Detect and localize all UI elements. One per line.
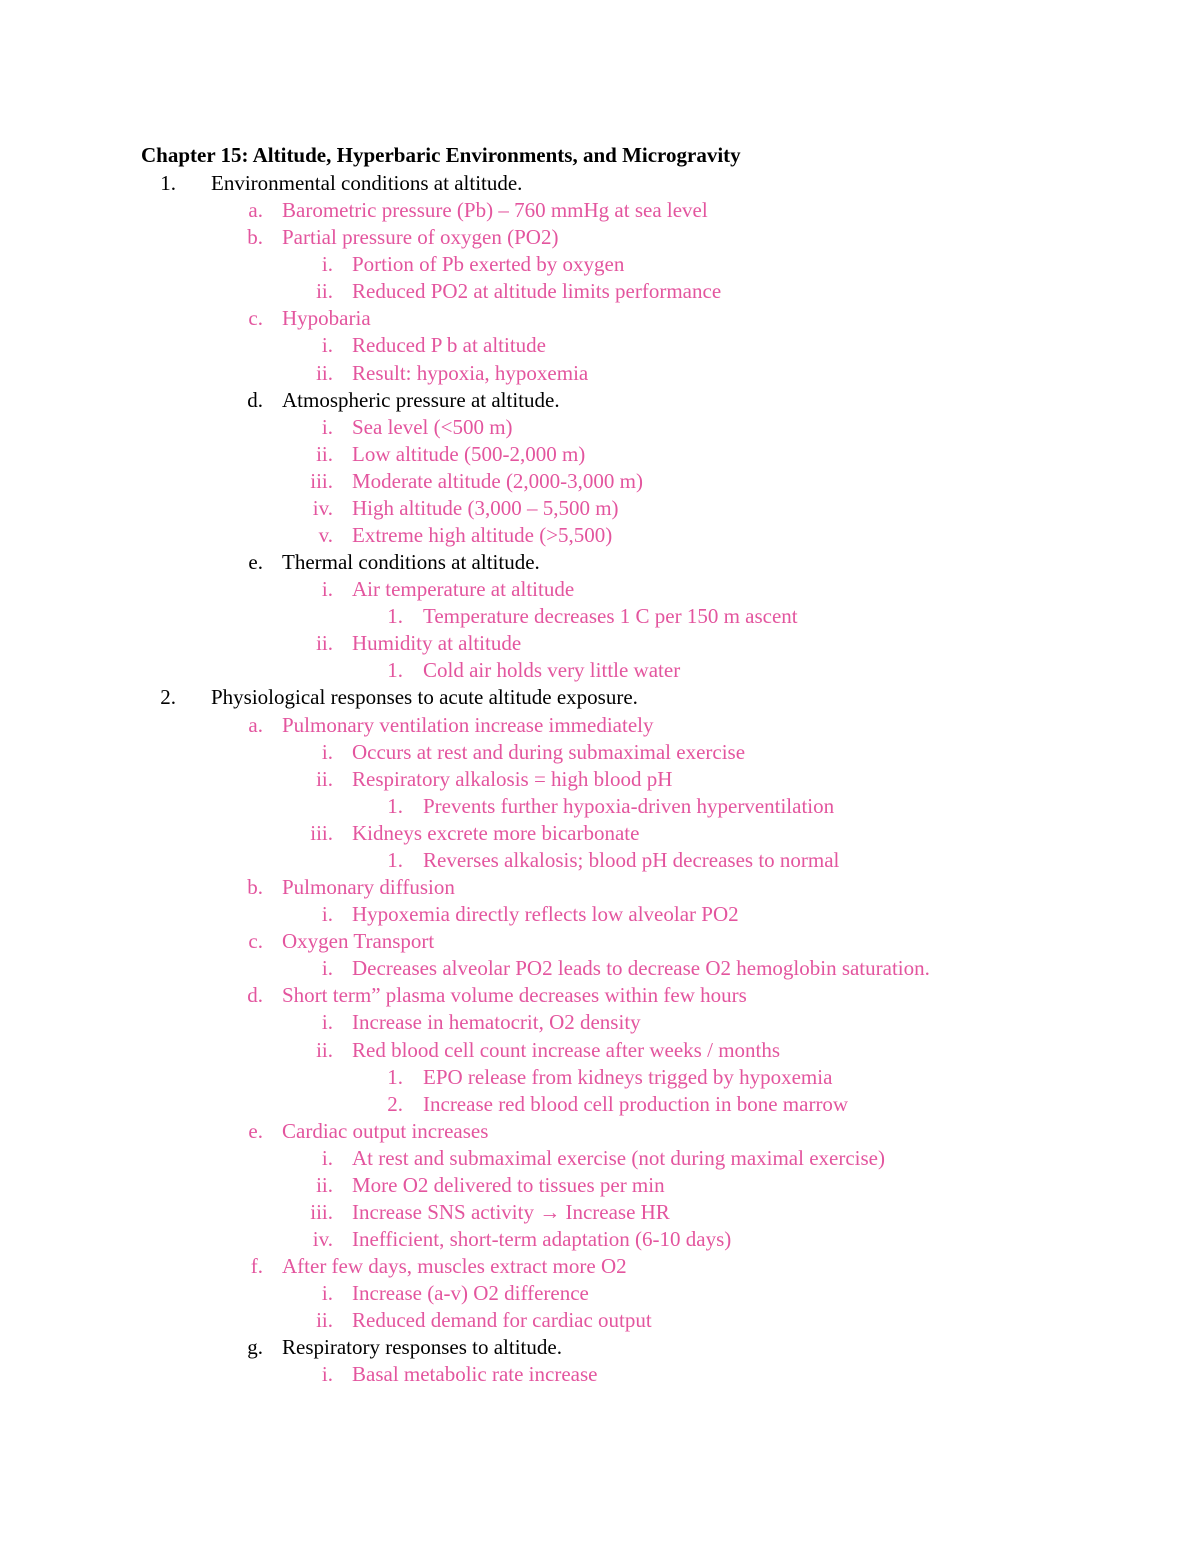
- outline-marker: i.: [321, 1010, 333, 1035]
- outline-text: Humidity at altitude: [352, 631, 522, 656]
- outline-text: Portion of Pb exerted by oxygen: [352, 252, 625, 277]
- outline-text: High altitude (3,000 – 5,500 m): [352, 495, 619, 520]
- outline-marker: ii.: [316, 279, 333, 304]
- outline-text: Oxygen Transport: [282, 929, 435, 954]
- outline-marker: 1.: [160, 171, 176, 195]
- outline-marker: i.: [321, 252, 333, 277]
- outline-text: More O2 delivered to tissues per min: [352, 1172, 665, 1197]
- outline-text: Pulmonary ventilation increase immediately: [282, 712, 654, 737]
- outline-marker: i.: [321, 1145, 333, 1170]
- outline-text: Low altitude (500-2,000 m): [352, 441, 586, 466]
- outline-item-level-2: [0, 982, 1200, 1009]
- outline-marker: b.: [247, 875, 263, 900]
- outline-marker: i.: [321, 577, 333, 602]
- outline-marker: ii.: [316, 360, 333, 385]
- outline-text: Basal metabolic rate increase: [352, 1362, 598, 1387]
- outline-item-level-3: [0, 468, 1200, 495]
- outline-text: Cardiac output increases: [282, 1118, 489, 1143]
- outline-text: Inefficient, short-term adaptation (6-10 days): [352, 1227, 732, 1252]
- outline-marker: iii.: [310, 1199, 333, 1224]
- outline-text: Prevents further hypoxia-driven hyperventilation: [423, 793, 835, 818]
- outline-marker: 1.: [387, 1064, 403, 1089]
- outline-marker: i.: [321, 333, 333, 358]
- outline-text: Reduced demand for cardiac output: [352, 1308, 652, 1333]
- outline-item-level-4: [0, 1091, 1200, 1118]
- outline-text: Physiological responses to acute altitude exposure.: [211, 685, 638, 710]
- outline-text: Partial pressure of oxygen (PO2): [282, 225, 559, 250]
- outline-text: Increase in hematocrit, O2 density: [352, 1010, 641, 1035]
- outline-text: Increase red blood cell production in bone marrow: [423, 1091, 849, 1116]
- outline-marker: ii.: [316, 631, 333, 656]
- outline-marker: 2.: [160, 685, 176, 710]
- outline-item-level-2: [0, 549, 1200, 576]
- outline-item-level-2: [0, 1253, 1200, 1280]
- outline-item-level-3: [0, 360, 1200, 387]
- outline-text: Cold air holds very little water: [423, 658, 681, 683]
- outline-text: At rest and submaximal exercise (not during maximal exercise): [352, 1145, 885, 1170]
- outline-item-level-3: [0, 414, 1200, 441]
- outline-marker: i.: [321, 1362, 333, 1387]
- outline-text: Increase (a-v) O2 difference: [352, 1281, 589, 1306]
- outline-item-level-3: [0, 820, 1200, 847]
- outline-list: [0, 170, 1200, 1389]
- outline-marker: a.: [248, 198, 263, 223]
- outline-marker: 1.: [387, 658, 403, 683]
- outline-text: Environmental conditions at altitude.: [211, 171, 523, 195]
- outline-item-level-3: [0, 630, 1200, 657]
- outline-text: Increase SNS activity → Increase HR: [352, 1199, 670, 1224]
- outline-text: Temperature decreases 1 C per 150 m ascent: [423, 604, 798, 629]
- outline-text: Respiratory alkalosis = high blood pH: [352, 766, 673, 791]
- outline-marker: d.: [247, 983, 263, 1008]
- outline-text: Atmospheric pressure at altitude.: [282, 387, 560, 412]
- outline-marker: v.: [318, 523, 333, 548]
- outline-marker: 1.: [387, 847, 403, 872]
- outline-marker: iii.: [310, 820, 333, 845]
- outline-marker: i.: [321, 902, 333, 927]
- outline-item-level-3: [0, 766, 1200, 793]
- outline-item-level-4: [0, 1064, 1200, 1091]
- outline-item-level-3: [0, 1037, 1200, 1064]
- outline-text: Air temperature at altitude: [352, 577, 575, 602]
- outline-marker: f.: [250, 1254, 263, 1279]
- outline-item-level-3: [0, 441, 1200, 468]
- outline-marker: 2.: [387, 1091, 403, 1116]
- outline-item-level-4: [0, 847, 1200, 874]
- outline-item-level-3: [0, 1226, 1200, 1253]
- outline-item-level-3: [0, 1361, 1200, 1388]
- outline-text: Thermal conditions at altitude.: [282, 550, 540, 575]
- outline-marker: c.: [248, 929, 263, 954]
- outline-marker: i.: [321, 414, 333, 439]
- outline-item-level-3: [0, 332, 1200, 359]
- outline-item-level-3: [0, 739, 1200, 766]
- outline-marker: e.: [248, 550, 263, 575]
- outline-item-level-2: [0, 305, 1200, 332]
- outline-text: Barometric pressure (Pb) – 760 mmHg at sea level: [282, 198, 708, 223]
- outline-text: After few days, muscles extract more O2: [282, 1254, 627, 1279]
- outline-text: Moderate altitude (2,000-3,000 m): [352, 468, 644, 493]
- outline-item-level-3: [0, 1280, 1200, 1307]
- outline-marker: ii.: [316, 441, 333, 466]
- outline-marker: iii.: [310, 468, 333, 493]
- outline-item-level-3: [0, 1172, 1200, 1199]
- outline-item-level-3: [0, 1009, 1200, 1036]
- outline-marker: b.: [247, 225, 263, 250]
- outline-marker: iv.: [312, 1227, 333, 1252]
- outline-text: Kidneys excrete more bicarbonate: [352, 820, 640, 845]
- outline-marker: g.: [247, 1335, 263, 1360]
- outline-item-level-2: [0, 928, 1200, 955]
- outline-marker: ii.: [316, 1308, 333, 1333]
- outline-text: Extreme high altitude (>5,500): [352, 523, 613, 548]
- outline-text: Hypoxemia directly reflects low alveolar PO2: [352, 902, 739, 927]
- outline-item-level-2: [0, 712, 1200, 739]
- outline-item-level-2: [0, 387, 1200, 414]
- outline-text: Reduced P b at altitude: [352, 333, 547, 358]
- outline-item-level-3: [0, 1199, 1200, 1226]
- outline-item-level-2: [0, 874, 1200, 901]
- chapter-title: Chapter 15: Altitude, Hyperbaric Environments, and Microgravity: [141, 143, 741, 167]
- outline-text: Decreases alveolar PO2 leads to decrease O2 hemoglobin saturation.: [352, 956, 930, 981]
- outline-item-level-3: [0, 901, 1200, 928]
- outline-item-level-3: [0, 278, 1200, 305]
- outline-item-level-3: [0, 1145, 1200, 1172]
- outline-item-level-3: [0, 576, 1200, 603]
- outline-marker: 1.: [387, 604, 403, 629]
- outline-marker: ii.: [316, 766, 333, 791]
- outline-item-level-4: [0, 793, 1200, 820]
- outline-text: Red blood cell count increase after weeks / months: [352, 1037, 781, 1062]
- outline-marker: ii.: [316, 1037, 333, 1062]
- outline-marker: iv.: [312, 495, 333, 520]
- outline-text: Sea level (<500 m): [352, 414, 513, 439]
- outline-item-level-1: [0, 684, 1200, 711]
- outline-text: EPO release from kidneys trigged by hypoxemia: [423, 1064, 833, 1089]
- outline-marker: a.: [248, 712, 263, 737]
- outline-marker: i.: [321, 739, 333, 764]
- outline-item-level-2: [0, 197, 1200, 224]
- outline-item-level-3: [0, 251, 1200, 278]
- outline-text: Hypobaria: [282, 306, 371, 331]
- outline-item-level-2: [0, 224, 1200, 251]
- outline-marker: d.: [247, 387, 263, 412]
- outline-marker: c.: [248, 306, 263, 331]
- outline-text: Reduced PO2 at altitude limits performance: [352, 279, 722, 304]
- outline-text: Result: hypoxia, hypoxemia: [352, 360, 589, 385]
- outline-marker: 1.: [387, 793, 403, 818]
- outline-item-level-3: [0, 495, 1200, 522]
- outline-item-level-3: [0, 1307, 1200, 1334]
- outline-item-level-2: [0, 1334, 1200, 1361]
- outline-item-level-1: [0, 170, 1200, 197]
- outline-text: Occurs at rest and during submaximal exercise: [352, 739, 746, 764]
- outline-marker: e.: [248, 1118, 263, 1143]
- outline-item-level-4: [0, 603, 1200, 630]
- outline-text: Short term” plasma volume decreases within few hours: [282, 983, 747, 1008]
- outline-marker: i.: [321, 1281, 333, 1306]
- outline-marker: ii.: [316, 1172, 333, 1197]
- outline-marker: i.: [321, 956, 333, 981]
- outline-item-level-4: [0, 657, 1200, 684]
- outline-text: Respiratory responses to altitude.: [282, 1335, 562, 1360]
- outline-item-level-3: [0, 522, 1200, 549]
- outline-item-level-2: [0, 1118, 1200, 1145]
- outline-text: Pulmonary diffusion: [282, 875, 455, 900]
- outline-item-level-3: [0, 955, 1200, 982]
- outline-text: Reverses alkalosis; blood pH decreases to normal: [423, 847, 840, 872]
